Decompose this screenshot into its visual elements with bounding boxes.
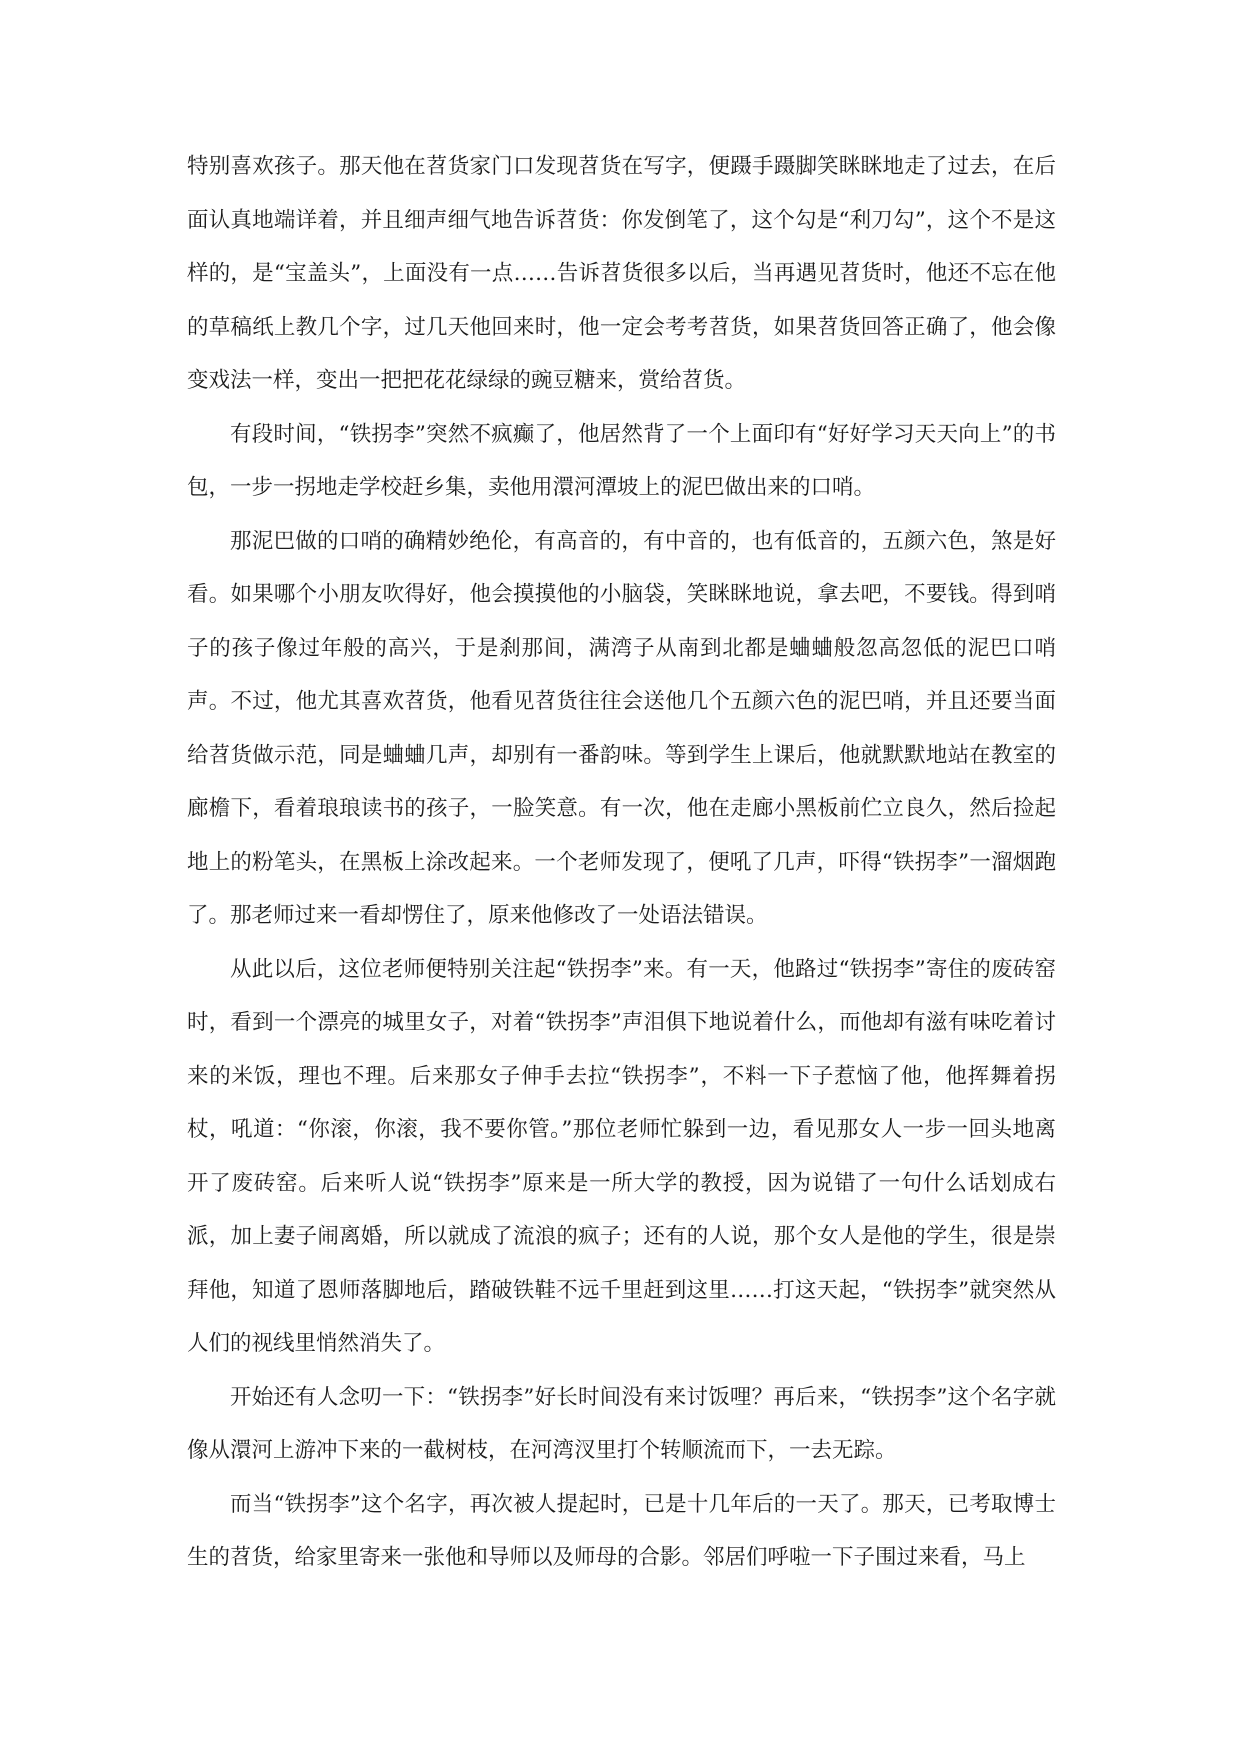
paragraph: 那泥巴做的口哨的确精妙绝伦，有高音的，有中音的，也有低音的，五颜六色，煞是好看。如果哪个小朋友吹得好，他会摸摸他的小脑袋，笑眯眯地说，拿去吧，不要钱。得到哨子的孩子像过年般的高兴，于是刹那间，满湾子从南到北都是蛐蛐般忽高忽低的泥巴口哨声。不过，他尤其喜欢苕货，他看见苕货往往会送他几个五颜六色的泥巴哨，并且还要当面给苕货做示范，同是蛐蛐几声，却别有一番韵味。等到学生上课后，他就默默地站在教室的廊檐下，看着琅琅读书的孩子，一脸笑意。有一次，他在走廊小黑板前伫立良久，然后捡起地上的粉笔头，在黑板上涂改起来。一个老师发现了，便吼了几声，吓得“铁拐李”一溜烟跑了。那老师过来一看却愣住了，原来他修改了一处语法错误。 bbox=[187, 528, 1056, 928]
paragraph: 从此以后，这位老师便特别关注起“铁拐李”来。有一天，他路过“铁拐李”寄住的废砖窑时，看到一个漂亮的城里女子，对着“铁拐李”声泪俱下地说着什么，而他却有滋有味吃着讨来的米饭，理也不理。后来那女子伸手去拉“铁拐李”，不料一下子惹恼了他，他挥舞着拐杖，吼道：“你滚，你滚，我不要你管。”那位老师忙躲到一边，看见那女人一步一回头地离开了废砖窑。后来听人说“铁拐李”原来是一所大学的教授，因为说错了一句什么话划成右派，加上妻子闹离婚，所以就成了流浪的疯子；还有的人说，那个女人是他的学生，很是崇拜他，知道了恩师落脚地后，踏破铁鞋不远千里赶到这里……打这天起，“铁拐李”就突然从人们的视线里悄然消失了。 bbox=[187, 956, 1056, 1356]
paragraph: 而当“铁拐李”这个名字，再次被人提起时，已是十几年后的一天了。那天，已考取博士生的苕货，给家里寄来一张他和导师以及师母的合影。邻居们呼啦一下子围过来看，马上 bbox=[187, 1491, 1056, 1570]
article-body bbox=[187, 140, 1056, 1585]
paragraph: 有段时间，“铁拐李”突然不疯癫了，他居然背了一个上面印有“好好学习天天向上”的书包，一步一拐地走学校赶乡集，卖他用澴河潭坡上的泥巴做出来的口哨。 bbox=[187, 421, 1056, 500]
paragraph: 开始还有人念叨一下：“铁拐李”好长时间没有来讨饭哩？再后来，“铁拐李”这个名字就像从澴河上游冲下来的一截树枝，在河湾汊里打个转顺流而下，一去无踪。 bbox=[187, 1384, 1056, 1463]
paragraph: 特别喜欢孩子。那天他在苕货家门口发现苕货在写字，便蹑手蹑脚笑眯眯地走了过去，在后面认真地端详着，并且细声细气地告诉苕货：你发倒笔了，这个勾是“利刀勾”，这个不是这样的，是“宝盖头”，上面没有一点……告诉苕货很多以后，当再遇见苕货时，他还不忘在他的草稿纸上教几个字，过几天他回来时，他一定会考考苕货，如果苕货回答正确了，他会像变戏法一样，变出一把把花花绿绿的豌豆糖来，赏给苕货。 bbox=[187, 154, 1056, 393]
